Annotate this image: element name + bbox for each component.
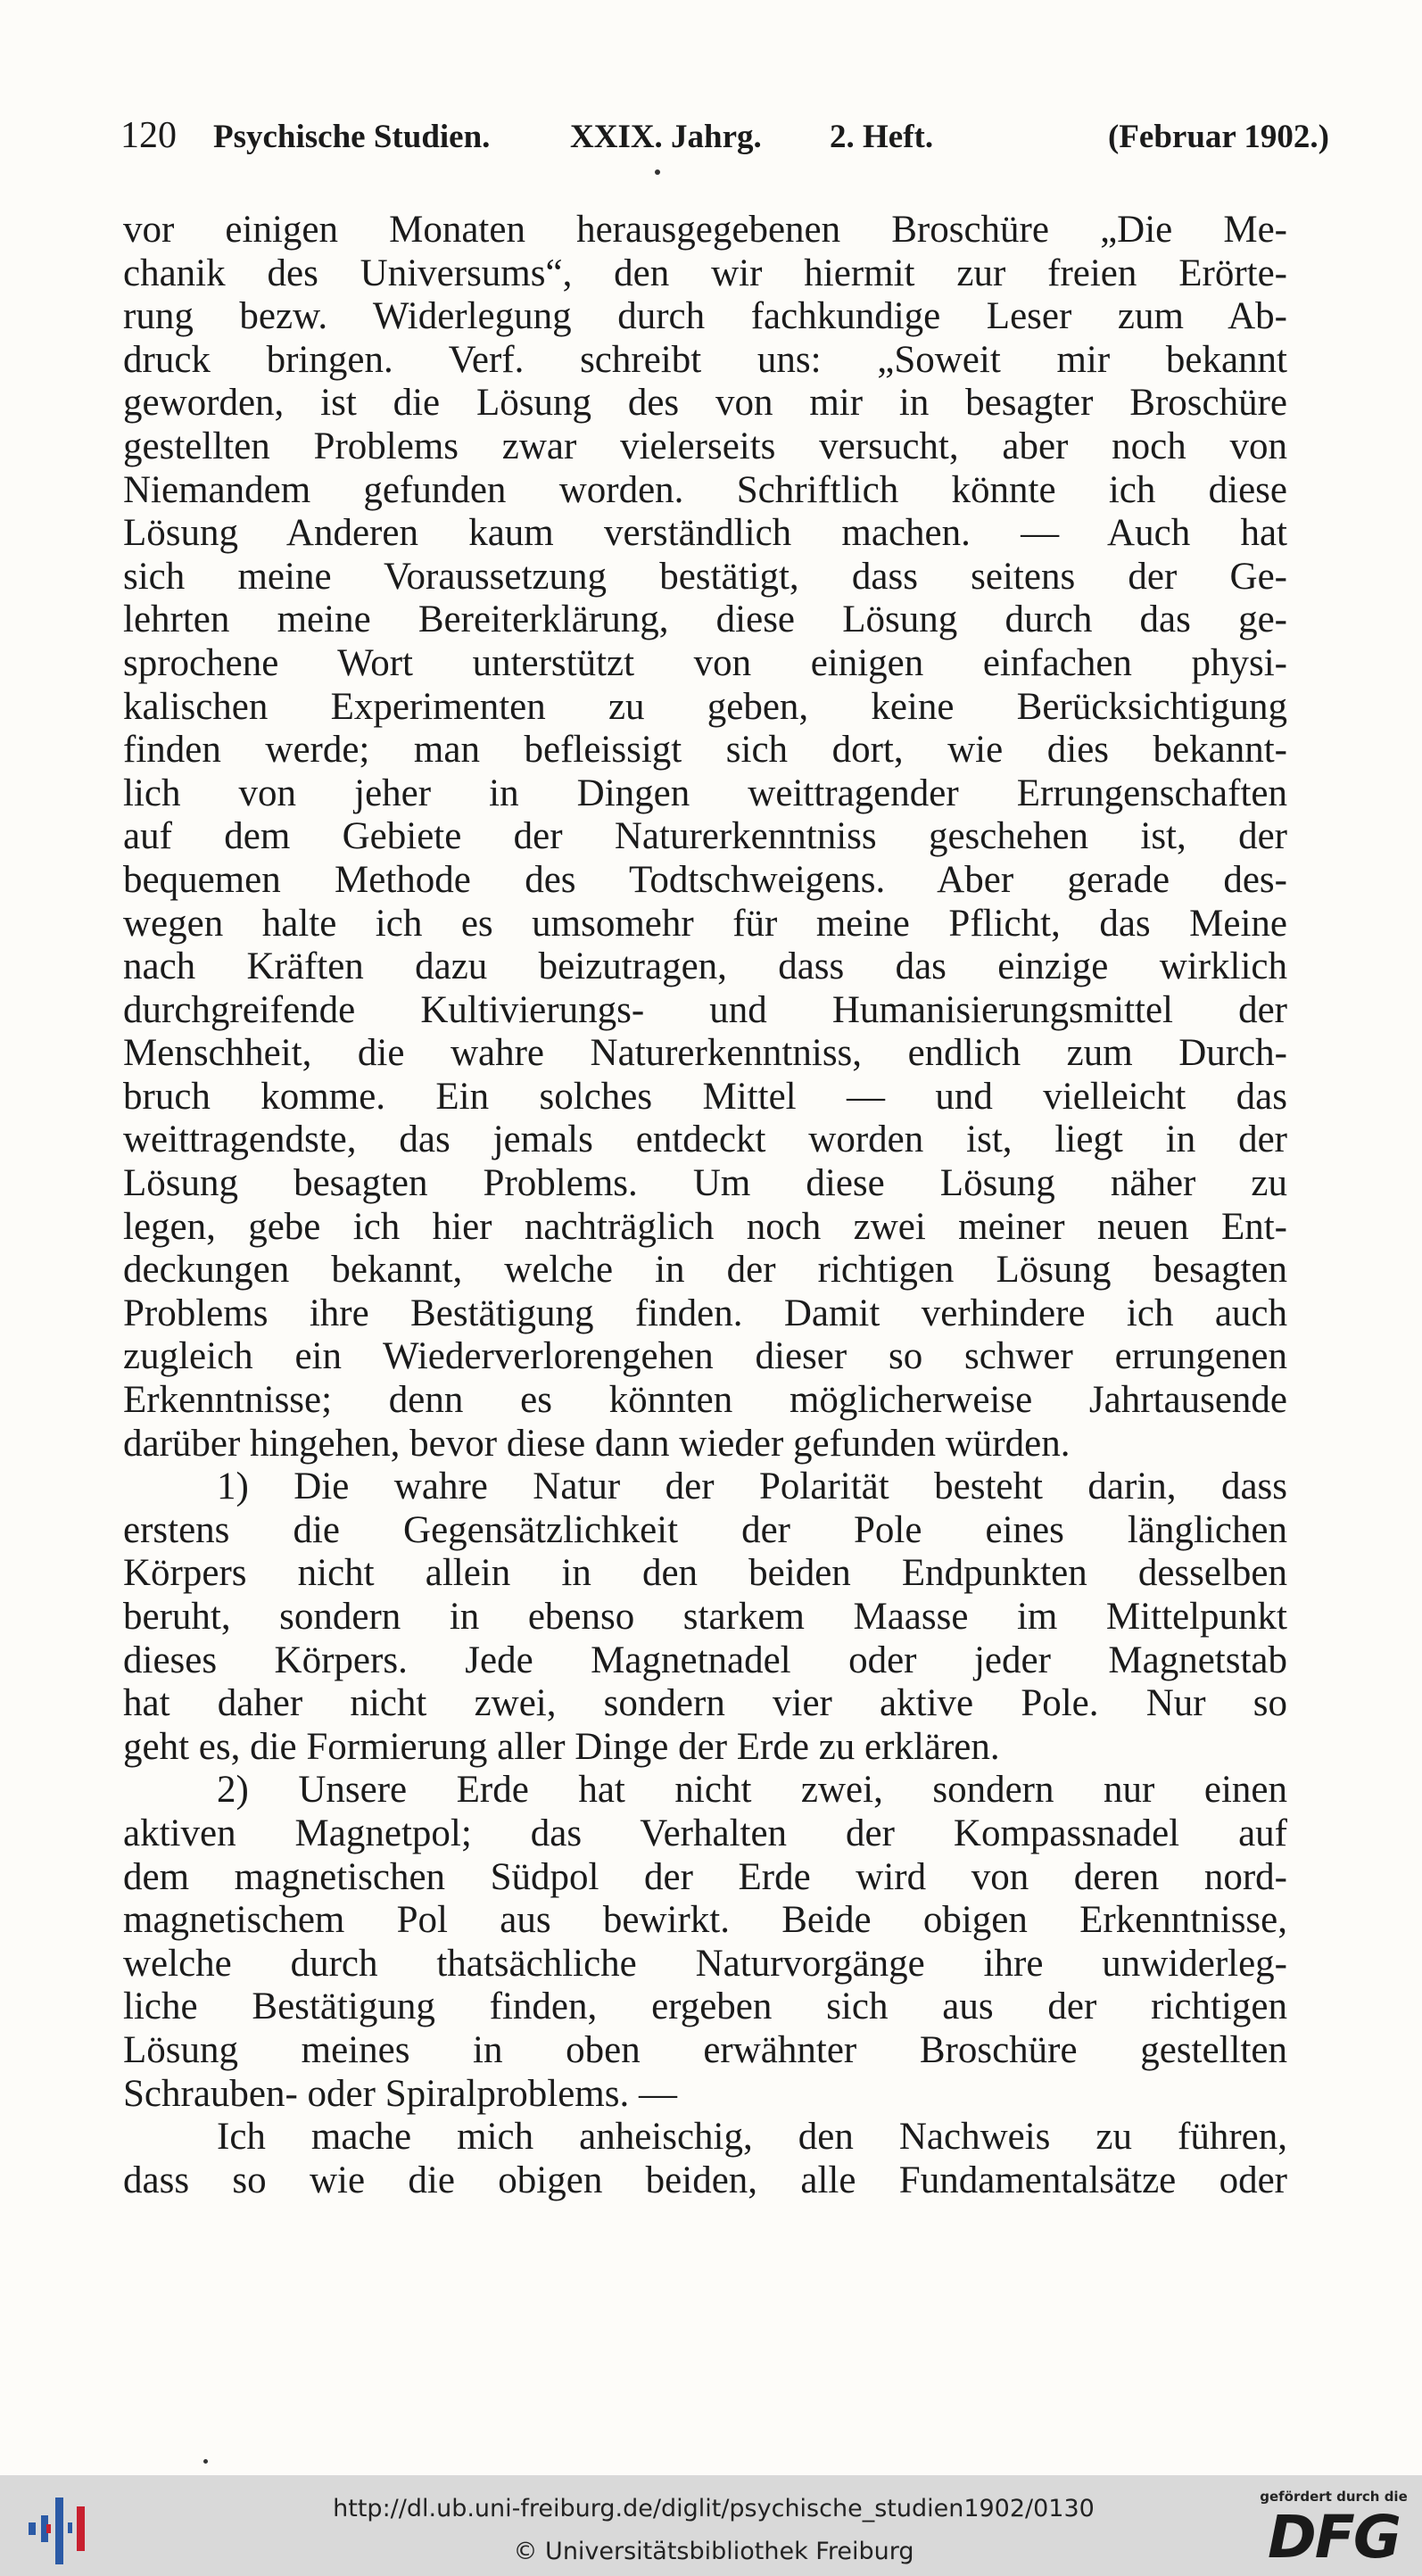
text-line: Körpers nicht allein in den beiden Endpunkten desselben <box>123 1552 1287 1595</box>
text-line: dem magnetischen Südpol der Erde wird von deren nord- <box>123 1855 1287 1898</box>
text-line: deckungen bekannt, welche in der richtigen Lösung besagten <box>123 1249 1287 1292</box>
text-line: magnetischem Pol aus bewirkt. Beide obigen Erkenntnisse, <box>123 1899 1287 1942</box>
sponsor-note: gefördert durch die <box>1260 2489 1408 2505</box>
text-line: erstens die Gegensätzlichkeit der Pole eines länglichen <box>123 1508 1287 1551</box>
text-line: weittragendste, das jemals entdeckt worden ist, liegt in der <box>123 1119 1287 1161</box>
text-line: darüber hingehen, bevor diese dann wieder gefunden würden. <box>123 1422 1071 1465</box>
page-number: 120 <box>120 115 177 156</box>
text-line: chanik des Universums“, den wir hiermit zur freien Erörte- <box>123 252 1287 294</box>
text-line: Menschheit, die wahre Naturerkenntniss, endlich zum Durch- <box>123 1032 1287 1075</box>
text-line: sprochene Wort unterstützt von einigen einfachen physi- <box>123 641 1287 684</box>
text-line: 1) Die wahre Natur der Polarität besteht darin, dass <box>217 1466 1287 1508</box>
text-line: rung bezw. Widerlegung durch fachkundige Leser zum Ab- <box>123 295 1287 338</box>
text-line: zugleich ein Wiederverlorengehen dieser so schwer errungenen <box>123 1335 1287 1378</box>
text-line: Ich mache mich anheischig, den Nachweis zu führen, <box>217 2116 1287 2159</box>
text-line: gestellten Problems zwar vielerseits versucht, aber noch von <box>123 425 1287 467</box>
text-line: 2) Unsere Erde hat nicht zwei, sondern nur einen <box>217 1769 1287 1812</box>
text-line: geht es, die Formierung aller Dinge der Erde zu erklären. <box>123 1725 1000 1768</box>
text-line: legen, gebe ich hier nachträglich noch zwei meiner neuen Ent- <box>123 1205 1287 1248</box>
text-line: Schrauben- oder Spiralproblems. — <box>123 2072 677 2115</box>
text-line: sich meine Voraussetzung bestätigt, dass seitens der Ge- <box>123 555 1287 598</box>
text-line: dass so wie die obigen beiden, alle Fundamentalsätze oder <box>123 2159 1287 2201</box>
text-line: dieses Körpers. Jede Magnetnadel oder jeder Magnetstab <box>123 1639 1287 1681</box>
text-line: wegen halte ich es umsomehr für meine Pflicht, das Meine <box>123 902 1287 945</box>
print-mark <box>203 2459 208 2464</box>
text-line: Niemandem gefunden worden. Schriftlich könnte ich diese <box>123 468 1287 511</box>
text-line: aktiven Magnetpol; das Verhalten der Kompassnadel auf <box>123 1812 1287 1854</box>
text-line: druck bringen. Verf. schreibt uns: „Soweit mir bekannt <box>123 338 1287 381</box>
text-line: geworden, ist die Lösung des von mir in besagter Broschüre <box>123 382 1287 425</box>
text-line: Lösung besagten Problems. Um diese Lösung näher zu <box>123 1162 1287 1205</box>
text-line: Erkenntnisse; denn es könnten möglicherweise Jahrtausende <box>123 1379 1287 1422</box>
text-line: Problems ihre Bestätigung finden. Damit verhindere ich auch <box>123 1292 1287 1334</box>
text-line: kalischen Experimenten zu geben, keine Berücksichtigung <box>123 685 1287 728</box>
text-line: lehrten meine Bereiterklärung, diese Lösung durch das ge- <box>123 599 1287 641</box>
dfg-logo: DFG <box>1267 2503 1401 2572</box>
journal-title: Psychische Studien. <box>213 119 491 155</box>
running-header <box>120 115 1329 171</box>
text-line: lich von jeher in Dingen weittragender Errungenschaften <box>123 772 1287 814</box>
text-line: nach Kräften dazu beizutragen, dass das einzige wirklich <box>123 945 1287 988</box>
issue-label: 2. Heft. <box>830 119 934 155</box>
text-line: auf dem Gebiete der Naturerkenntniss geschehen ist, der <box>123 815 1287 858</box>
text-line: bequemen Methode des Todtschweigens. Aber gerade des- <box>123 858 1287 901</box>
text-line: welche durch thatsächliche Naturvorgänge ihre unwiderleg- <box>123 1942 1287 1985</box>
article-body <box>123 209 1287 2202</box>
source-url-link[interactable]: http://dl.ub.uni-freiburg.de/diglit/psychische_studien1902/0130 <box>333 2495 1095 2522</box>
text-line: vor einigen Monaten herausgegebenen Broschüre „Die Me- <box>123 209 1287 251</box>
text-line: durchgreifende Kultivierungs- und Humanisierungsmittel der <box>123 988 1287 1031</box>
print-mark <box>655 169 660 175</box>
text-line: beruht, sondern in ebenso starkem Maasse im Mittelpunkt <box>123 1596 1287 1638</box>
copyright-notice: © Universitätsbibliothek Freiburg <box>513 2538 914 2565</box>
text-line: hat daher nicht zwei, sondern vier aktive Pole. Nur so <box>123 1682 1287 1725</box>
library-logo-icon <box>27 2489 98 2569</box>
text-line: Lösung Anderen kaum verständlich machen. — Auch hat <box>123 512 1287 555</box>
text-line: finden werde; man befleissigt sich dort, wie dies bekannt- <box>123 729 1287 772</box>
text-line: bruch komme. Ein solches Mittel — und vielleicht das <box>123 1075 1287 1118</box>
issue-date: (Februar 1902.) <box>1108 119 1329 155</box>
text-line: liche Bestätigung finden, ergeben sich aus der richtigen <box>123 1986 1287 2028</box>
text-line: Lösung meines in oben erwähnter Broschüre gestellten <box>123 2028 1287 2071</box>
volume-label: XXIX. Jahrg. <box>570 119 762 155</box>
